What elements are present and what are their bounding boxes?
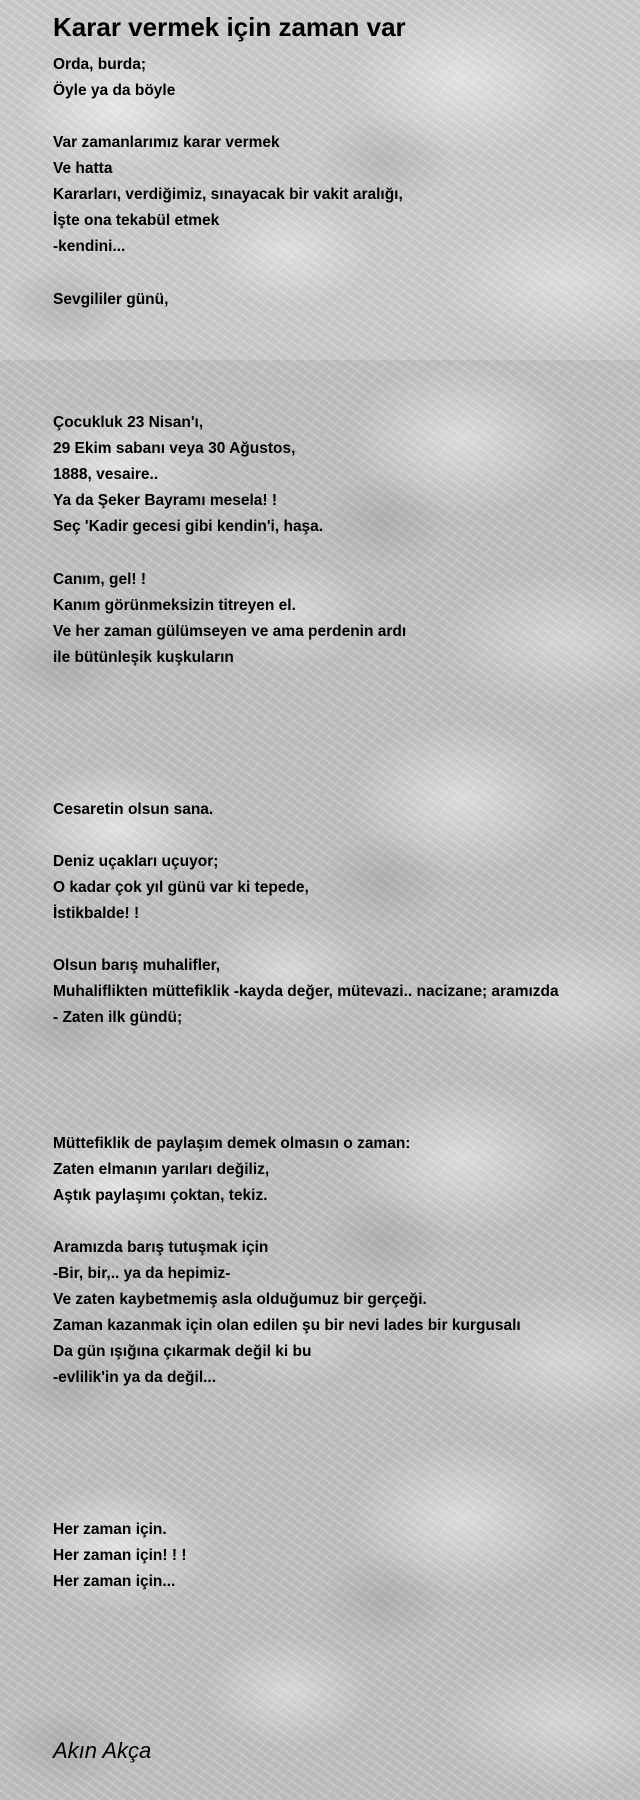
stanza-10 <box>53 1235 633 1391</box>
poem-line: Seç 'Kadir gecesi gibi kendin'i, haşa. <box>53 518 324 535</box>
poem-line: ile bütünleşik kuşkuların <box>53 649 234 666</box>
poem-line: O kadar çok yıl günü var ki tepede, <box>53 879 309 896</box>
stanza-1 <box>53 52 633 104</box>
stanza-7 <box>53 849 633 927</box>
stanza-4 <box>53 410 633 540</box>
poem-line: 1888, vesaire.. <box>53 466 159 483</box>
poem-line: Zaten elmanın yarıları değiliz, <box>53 1161 270 1178</box>
author-name: Akın Akça <box>53 1738 152 1763</box>
poem-line: Kararları, verdiğimiz, sınayacak bir vakit aralığı, <box>53 186 403 203</box>
stanza-9 <box>53 1131 633 1209</box>
poem-line: Sevgililer günü, <box>53 291 169 308</box>
poem-line: Aştık paylaşımı çoktan, tekiz. <box>53 1187 268 1204</box>
poem-line: Canım, gel! ! <box>53 571 147 588</box>
poem-line: Da gün ışığına çıkarmak değil ki bu <box>53 1343 312 1360</box>
poem-line: Orda, burda; <box>53 56 147 73</box>
poem-line: Ve hatta <box>53 160 113 177</box>
poem-line: Her zaman için... <box>53 1573 176 1590</box>
poem-line: 29 Ekim sabanı veya 30 Ağustos, <box>53 440 296 457</box>
stanza-6 <box>53 797 633 823</box>
poem-line: İstikbalde! ! <box>53 905 140 922</box>
poem-line: Zaman kazanmak için olan edilen şu bir nevi lades bir kurgusalı <box>53 1317 521 1334</box>
poem-line: Her zaman için! ! ! <box>53 1547 187 1564</box>
poem-line: -kendini... <box>53 238 126 255</box>
poem-line: İşte ona tekabül etmek <box>53 212 220 229</box>
poem-line: Var zamanlarımız karar vermek <box>53 134 280 151</box>
poem-line: Deniz uçakları uçuyor; <box>53 853 219 870</box>
poem-line: -Bir, bir,.. ya da hepimiz- <box>53 1265 231 1282</box>
poem-line: Her zaman için. <box>53 1521 167 1538</box>
poem-line: -evlilik'in ya da değil... <box>53 1369 217 1386</box>
poem-line: Ve zaten kaybetmemiş asla olduğumuz bir gerçeği. <box>53 1291 427 1308</box>
poem-line: Cesaretin olsun sana. <box>53 801 214 818</box>
stanza-3 <box>53 287 633 313</box>
poem-line: Öyle ya da böyle <box>53 82 176 99</box>
poem-title: Karar vermek için zaman var <box>53 12 406 42</box>
poem-line: - Zaten ilk gündü; <box>53 1009 183 1026</box>
stanza-2 <box>53 130 633 260</box>
poem-line: Ve her zaman gülümseyen ve ama perdenin ardı <box>53 623 407 640</box>
stanza-11 <box>53 1517 633 1595</box>
poem-line: Çocukluk 23 Nisan'ı, <box>53 414 204 431</box>
stanza-8 <box>53 953 633 1031</box>
poem-line: Olsun barış muhalifler, <box>53 957 221 974</box>
poem-line: Müttefiklik de paylaşım demek olmasın o zaman: <box>53 1135 411 1152</box>
poem-line: Ya da Şeker Bayramı mesela! ! <box>53 492 278 509</box>
poem-line: Kanım görünmeksizin titreyen el. <box>53 597 296 614</box>
stanza-5 <box>53 567 633 671</box>
poem-line: Aramızda barış tutuşmak için <box>53 1239 269 1256</box>
poem-line: Muhaliflikten müttefiklik -kayda değer, mütevazi.. nacizane; aramızda <box>53 983 559 1000</box>
